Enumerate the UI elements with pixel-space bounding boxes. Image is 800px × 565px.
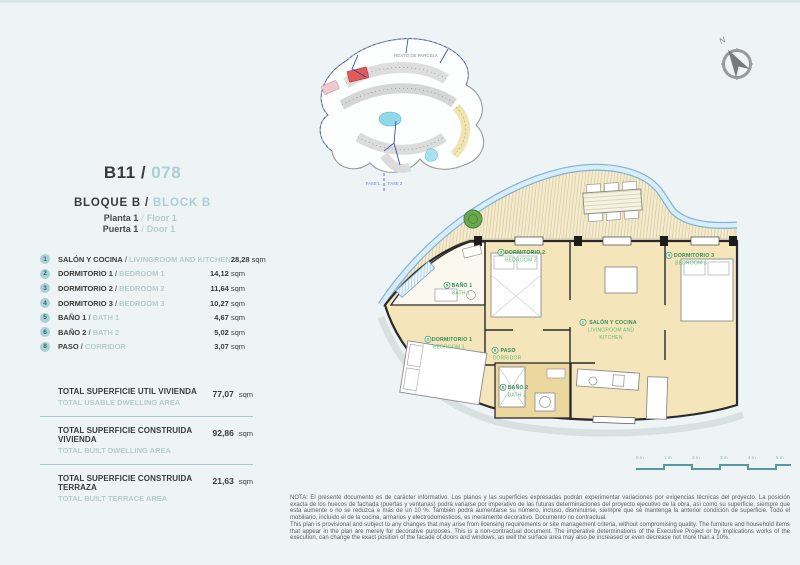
note-spanish: NOTA: El presente documento es de carácter informativo. Los planos y las superficies expresadas podrán experimentar variaciones por exigencias técnicas del proyecto. La posición exacta de los huecos de fachada (puertas y ventanas) podrá variarse por imperativo de las futuras determinaciones del proyecto ejecutivo de la obra, así como su superficie, siempre que esta aumente o no se reduzca e más de un 10 %. También podrá aumentarse su número, incluso, disminuirse, siempre que se mantenga la anterior condición de superficie. Todo el mobiliario, incluido el de la cocina, armarios y electrodomésticos, es meramente decorativo. Documento no contractual. [290,495,790,522]
apartment-floor-plan [355,155,750,460]
total-label-es: TOTAL SUPERFICIE CONSTRUIDA VIVIENDA [58,426,192,445]
total-value [213,426,253,438]
pool [379,112,401,126]
room-area-unit: sqm [230,327,245,337]
room-number-badge: 2 [40,269,50,279]
bed-bedroom3 [681,259,733,321]
room-number-badge: 1 [40,254,50,264]
total-value-number: 77,07 [212,389,234,400]
plan-label-en: CORRIDOR [492,355,522,362]
room-name-separator: / [124,254,127,264]
room-name-es: DORMITORIO 2 [58,283,113,293]
room-area [214,342,245,351]
plan-label-en: BEDROOM 3 [675,260,707,267]
scale-label: 5 m [776,455,784,460]
room-area-unit: sqm [230,342,245,352]
room-name-separator: / [88,327,91,337]
room-name [58,328,119,337]
plan-label-number: 6 [502,385,504,390]
sidebar [40,163,266,512]
plan-label-en: BEDROOM 1 [433,344,465,351]
room-row-bath2 [40,325,245,340]
total-value-unit: sqm [238,477,253,487]
wall-pier [474,236,482,246]
scale-label: 2 m [692,455,700,460]
total-label-en: TOTAL BUILT TERRACE AREA [58,494,168,504]
room-area-unit: sqm [230,269,245,279]
total-value-unit: sqm [238,429,253,439]
room-name-separator: / [114,269,118,279]
unit-number: 078 [151,163,182,182]
plan-label-es: DORMITORIO 3 [673,253,715,259]
room-name-en: CORRIDOR [84,342,126,352]
plan-label-number: 8 [494,348,496,353]
total-value [213,387,253,399]
room-area [210,299,245,308]
room-name-es: DORMITORIO 3 [58,298,113,308]
room-name-es: PASO [58,342,79,352]
page-title [40,163,245,183]
room-area [214,313,245,322]
total-label-es: TOTAL SUPERFICIE CONSTRUIDA TERRAZA [58,474,192,493]
plan-label-es: DORMITORIO 1 [431,337,473,343]
room-area-value: 28,28 [230,254,250,264]
scale-steps [636,465,791,469]
title-separator: / [140,163,147,182]
door-line [40,224,245,234]
scale-bar [634,449,794,475]
door-separator: / [141,224,144,234]
door-en: Door 1 [146,224,176,234]
room-area [210,269,245,278]
room-area-value: 3,07 [214,342,229,352]
plan-label-en: KITCHEN [599,335,623,341]
plan-label-es: BAÑO 1 [451,283,473,289]
phase2-label: FASE 2 [388,181,403,186]
room-name-separator: / [88,313,91,323]
wall-pier [729,236,737,246]
total-label-en: TOTAL USABLE DWELLING AREA [58,398,181,408]
north-compass-icon [706,27,768,91]
room-area [214,328,245,337]
room-number-badge: 3 [40,283,50,293]
unit-code: B11 [103,163,136,182]
total-labels [58,474,208,503]
total-usable-area [40,378,253,416]
room-name-es: DORMITORIO 1 [58,269,113,279]
room-area-value: 11,64 [210,283,229,293]
floor-separator: / [141,213,144,223]
room-name [58,299,165,308]
plan-label-number: 2 [427,337,429,342]
plan-label-number: 1 [582,320,584,325]
total-labels [58,387,208,407]
plan-label-number: 4 [668,253,670,258]
total-label-es: TOTAL SUPERFICIE UTIL VIVIENDA [58,387,197,397]
scale-label: 1 m [664,455,672,460]
room-number-badge: 8 [40,342,50,352]
room-name-es: BAÑO 1 [58,313,87,323]
plan-label-es: BAÑO 2 [507,385,529,391]
plan-label-en: BEDROOM 2 [505,257,537,264]
legal-note [290,495,790,542]
total-labels [58,426,208,455]
total-value-number: 92,86 [212,428,234,439]
total-label-en: TOTAL BUILT DWELLING AREA [58,446,171,456]
room-area-value: 14,12 [210,269,229,279]
room-name-en: BEDROOM 3 [119,298,165,308]
room-row-bedroom3 [40,296,245,311]
room-number-badge: 6 [40,327,50,337]
room-name [58,255,231,264]
terrace-door [593,416,635,423]
terrace-dining-table [582,181,642,222]
room-name-separator: / [114,283,118,293]
plan-label-en: BATH 1 [451,290,471,297]
room-row-bedroom1 [40,267,245,282]
plan-label-number: 3 [500,250,502,255]
door-es: Puerta 1 [102,224,139,234]
floor-en: Floor 1 [146,213,177,223]
room-name [58,284,165,293]
room-number-badge: 5 [40,313,50,323]
wall-pier [574,236,582,246]
room-name [58,269,165,278]
scale-label: 4 m [748,455,756,460]
room-name-separator: / [114,298,118,308]
total-value-number: 21,63 [212,476,234,487]
room-name-en: BATH 2 [92,327,120,337]
block-line [40,197,245,209]
room-list [40,252,266,354]
room-row-bath1 [40,310,245,325]
parcel-label: RESTO DE PARCELA [394,53,438,58]
plan-label-number: 5 [446,283,448,288]
wall-pier [660,236,668,246]
plan-label-en: BATH 2 [507,392,527,399]
plan-label-es: DORMITORIO 2 [504,250,546,256]
plant-icon [464,210,482,228]
room-row-salon [40,252,266,267]
scale-label: 0 m [636,455,644,460]
room-name-separator: / [80,342,83,352]
total-built-terrace-area [40,465,253,512]
room-area-value: 10,27 [210,298,229,308]
block-name-es: BLOQUE B [73,197,142,209]
window [691,237,719,245]
window [515,237,543,245]
room-name [58,313,119,322]
salon-table [605,267,637,293]
room-area-value: 4,67 [214,313,229,323]
block-separator: / [145,197,150,209]
block-name-en: BLOCK B [153,197,212,209]
plan-label-en: LIVINGROOM AND [587,327,635,334]
room-area-value: 5,02 [214,327,229,337]
room-name-en: LIVINGROOM AND KITCHEN [129,254,231,264]
room-name [58,342,126,351]
room-name-es: SALÓN Y COCINA [58,254,123,264]
room-area [231,255,266,264]
room-area [210,284,245,293]
window [603,237,631,245]
room-number-badge: 4 [40,298,50,308]
total-value [213,474,253,486]
floor-line [40,213,245,223]
room-area-unit: sqm [230,313,245,323]
plan-label-es: SALÓN Y COCINA [589,320,637,326]
room-row-corridor [40,340,245,355]
scale-label: 3 m [720,455,728,460]
total-value-unit: sqm [238,390,253,400]
north-label: N [717,35,728,46]
room-name-es: BAÑO 2 [58,327,87,337]
phase1-label: FASE 1 [365,181,380,186]
room-name-en: BATH 1 [92,313,120,323]
room-name-en: BEDROOM 1 [119,269,165,279]
room-area-unit: sqm [230,283,245,293]
room-area-unit: sqm [230,298,245,308]
total-built-dwelling-area [40,417,253,464]
floor-es: Planta 1 [103,213,139,223]
totals-section [40,378,253,512]
room-area-unit: sqm [251,254,266,264]
room-row-bedroom2 [40,281,245,296]
note-english: This plan is provisional and subject to any changes that may arise from licensing requirements or site management criteria, without compromising quality. The furniture and household items that appear in the plan are merely for decorative purposes. This is a non-contractual document. The imperative determinations of the Executive Project or by implications works of the execution, can change the exact position of the facade of doors and windows, as well the surface area may also be increased or even decrease not more than a 10%. [290,521,790,542]
plan-label-es: PASO [500,348,516,354]
room-name-en: BEDROOM 2 [119,283,165,293]
